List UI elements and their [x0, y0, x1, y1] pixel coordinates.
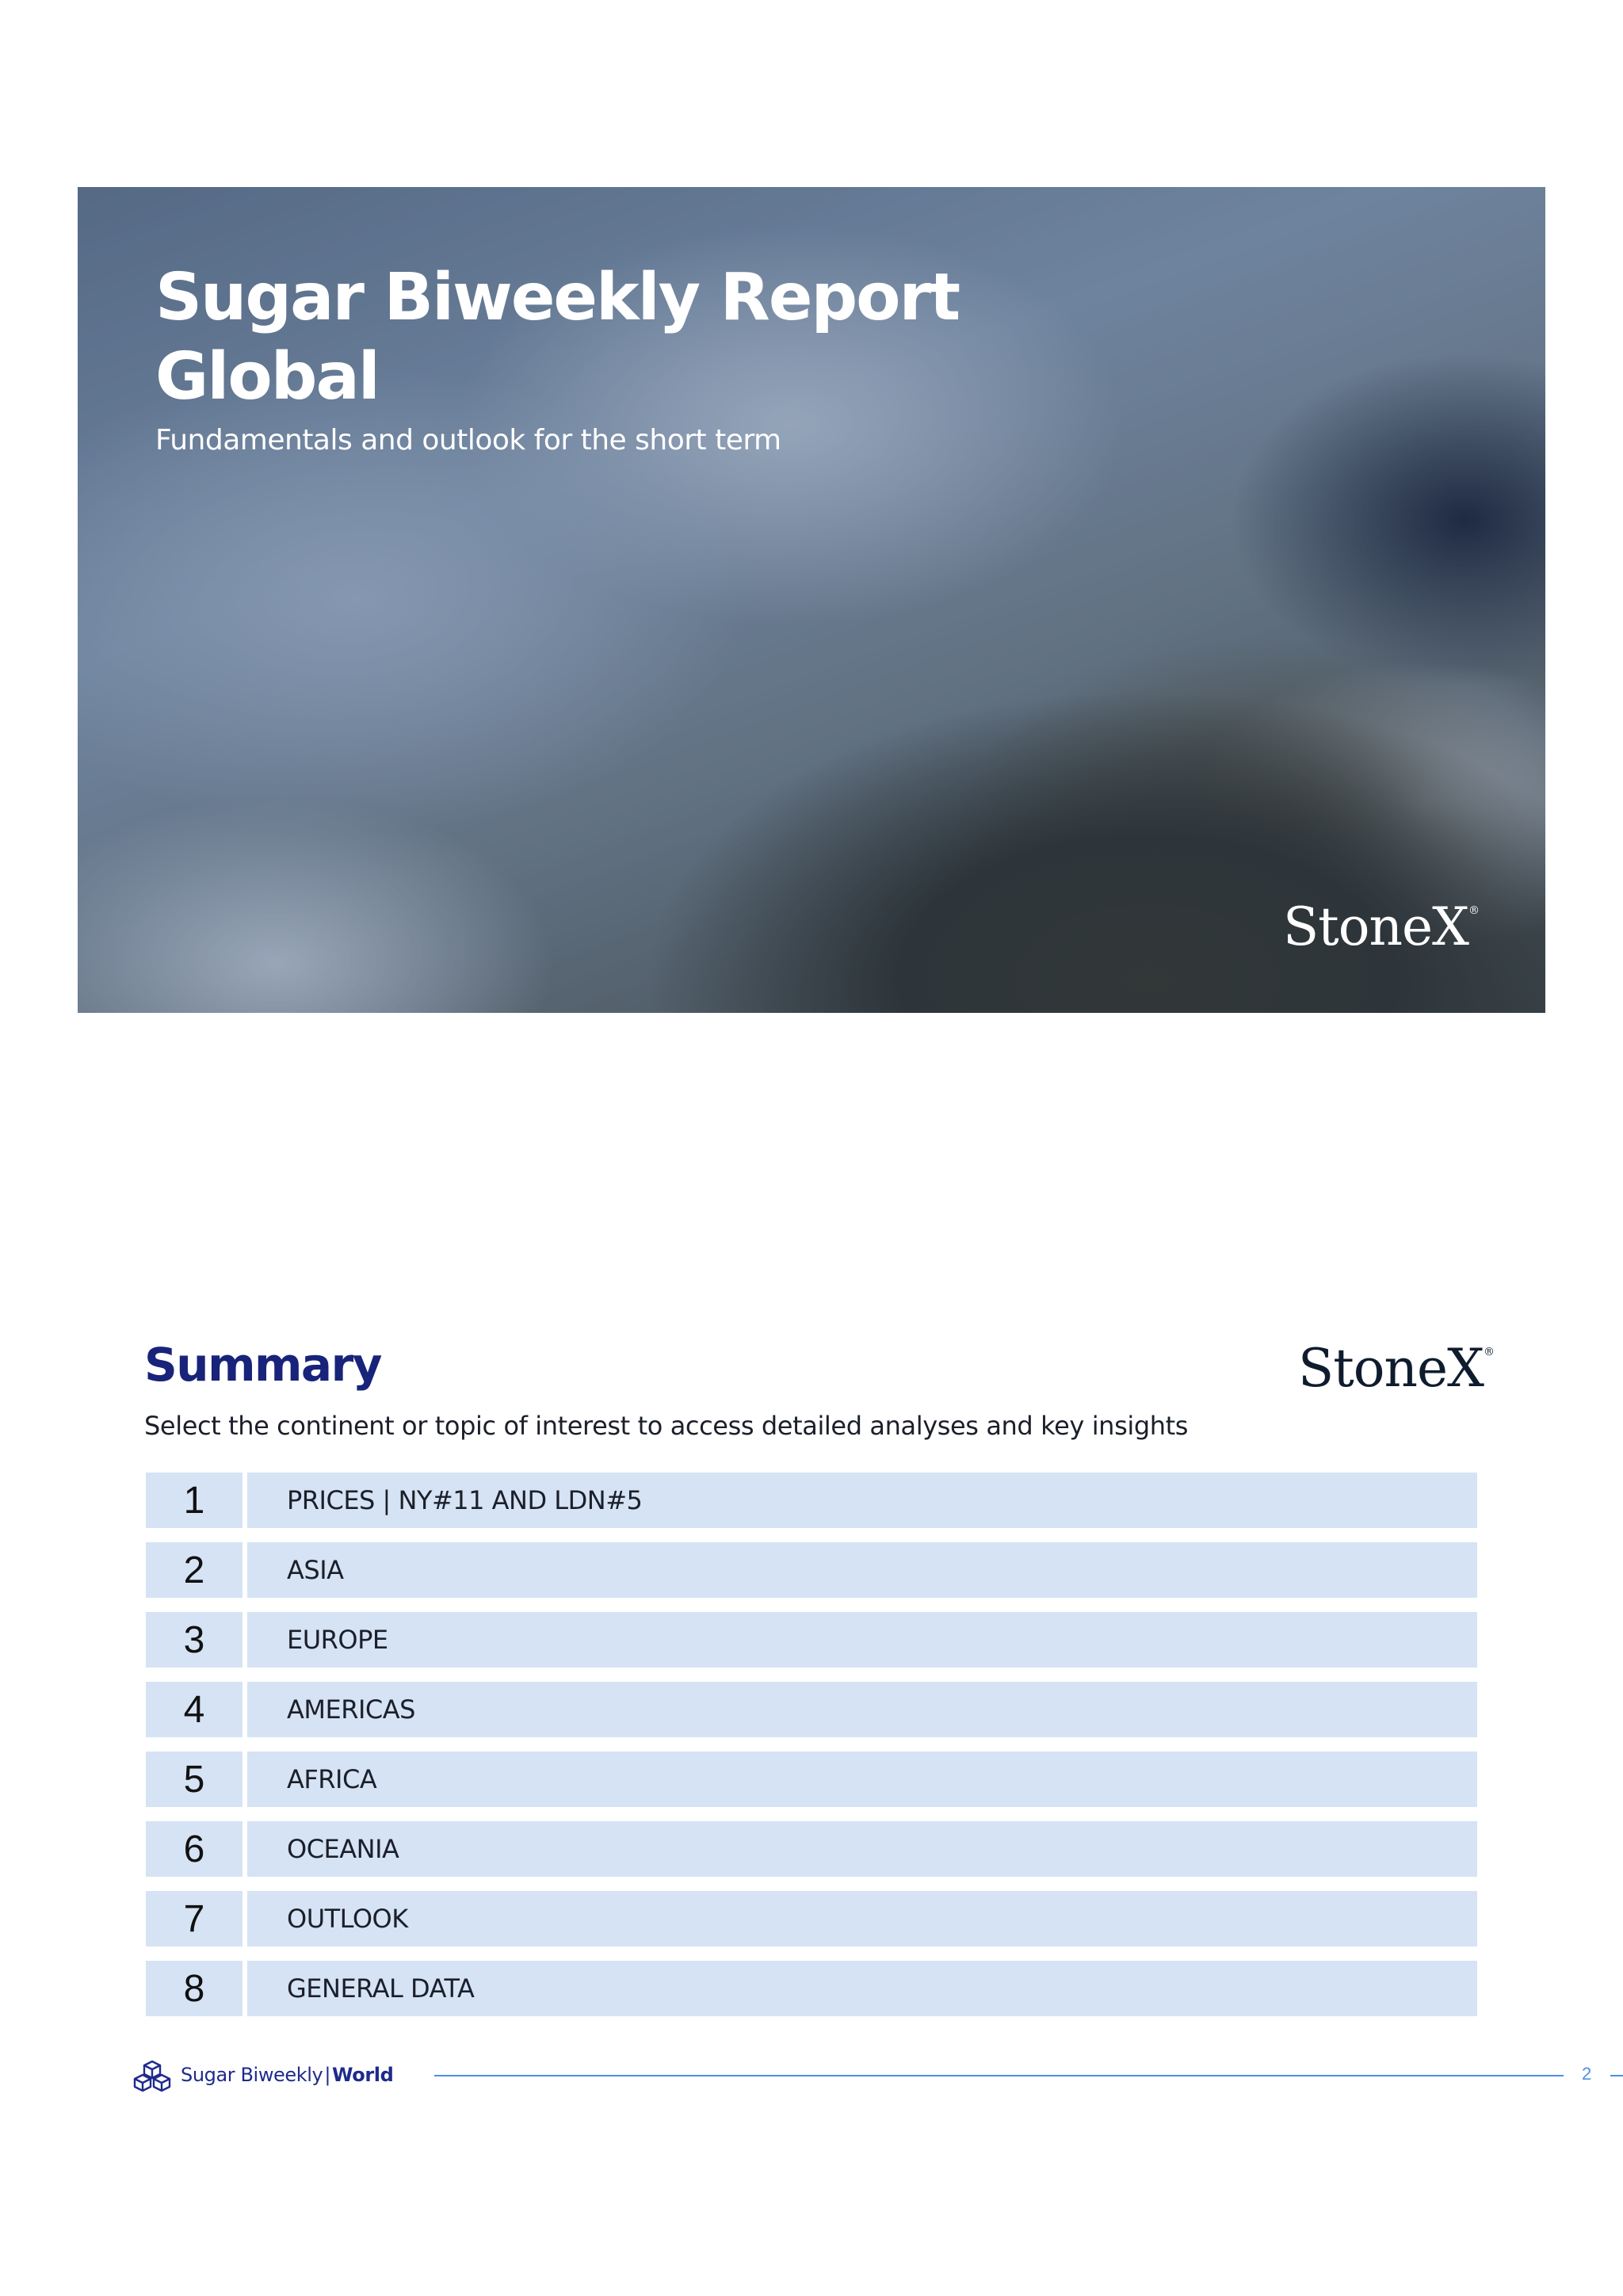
footer-brand-text: Sugar Biweekly [181, 2064, 323, 2086]
toc-item-americas[interactable] [146, 1682, 1477, 1737]
toc-item-label[interactable]: PRICES | NY#11 AND LDN#5 [247, 1473, 1477, 1528]
footer-brand [181, 2064, 393, 2086]
report-title-line2: Global [155, 339, 379, 415]
toc-item-oceania[interactable] [146, 1821, 1477, 1877]
toc-item-number: 1 [146, 1473, 242, 1528]
stonex-logo-hero-text: StoneX [1282, 896, 1468, 957]
toc-item-label[interactable]: GENERAL DATA [247, 1961, 1477, 2016]
toc-item-europe[interactable] [146, 1612, 1477, 1668]
toc-item-number: 3 [146, 1612, 242, 1668]
report-title [155, 258, 959, 417]
stonex-logo-hero [1283, 896, 1479, 957]
toc-item-outlook[interactable] [146, 1891, 1477, 1946]
footer-separator: | [324, 2064, 331, 2086]
toc-item-africa[interactable] [146, 1752, 1477, 1807]
toc-item-label[interactable]: AMERICAS [247, 1682, 1477, 1737]
stonex-logo [1298, 1338, 1494, 1399]
summary-toc [146, 1473, 1477, 2030]
report-title-line1: Sugar Biweekly Report [155, 260, 960, 335]
toc-item-label[interactable]: EUROPE [247, 1612, 1477, 1668]
toc-item-number: 2 [146, 1542, 242, 1598]
toc-item-label[interactable]: OUTLOOK [247, 1891, 1477, 1946]
toc-item-prices[interactable] [146, 1473, 1477, 1528]
toc-item-number: 5 [146, 1752, 242, 1807]
toc-item-number: 6 [146, 1821, 242, 1877]
registered-mark: ® [1468, 904, 1479, 917]
stonex-logo-text: StoneX [1298, 1338, 1484, 1399]
hero-banner [78, 187, 1545, 1013]
registered-mark: ® [1484, 1346, 1495, 1358]
toc-item-general-data[interactable] [146, 1961, 1477, 2016]
footer-brand-region: World [332, 2064, 394, 2086]
toc-item-asia[interactable] [146, 1542, 1477, 1598]
toc-item-label[interactable]: AFRICA [247, 1752, 1477, 1807]
toc-item-number: 4 [146, 1682, 242, 1737]
summary-title: Summary [144, 1338, 381, 1392]
footer-divider-right [1610, 2075, 1623, 2076]
sugar-cubes-icon [133, 2059, 171, 2092]
toc-item-label[interactable]: ASIA [247, 1542, 1477, 1598]
report-subtitle: Fundamentals and outlook for the short term [155, 424, 781, 457]
page-footer [133, 2056, 1592, 2095]
summary-intro: Select the continent or topic of interest to access detailed analyses and key insights [144, 1411, 1189, 1441]
hero-text [155, 258, 959, 460]
footer-divider [434, 2075, 1564, 2076]
toc-item-number: 7 [146, 1891, 242, 1946]
toc-item-label[interactable]: OCEANIA [247, 1821, 1477, 1877]
toc-item-number: 8 [146, 1961, 242, 2016]
page-number: 2 [1582, 2064, 1592, 2084]
